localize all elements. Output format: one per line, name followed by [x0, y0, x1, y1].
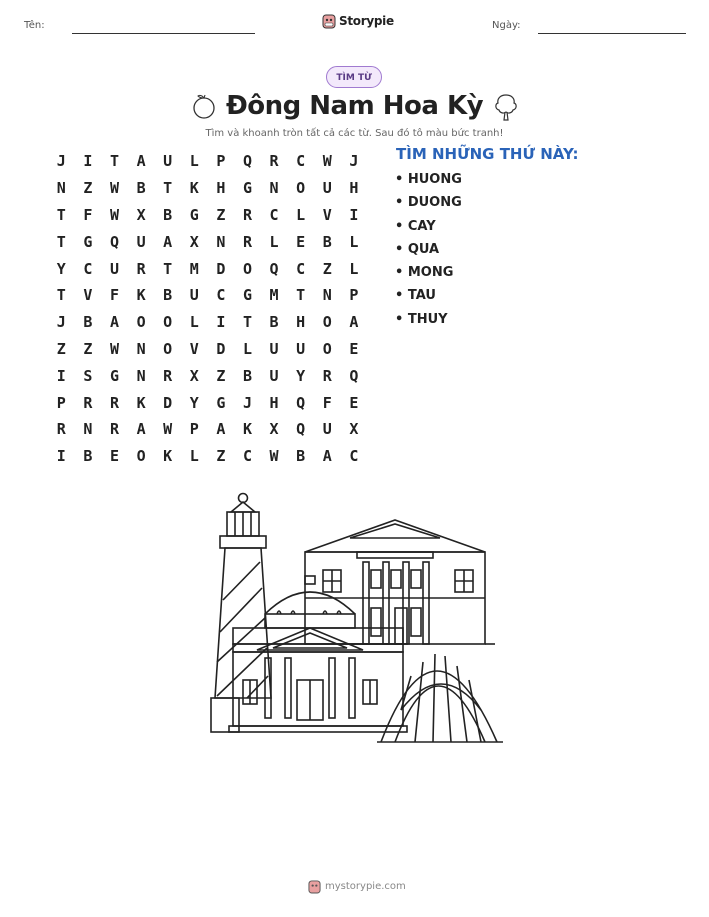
- grid-row: [48, 282, 367, 309]
- name-label: Tên:: [24, 20, 45, 31]
- category-badge: TÌM TỪ: [326, 66, 382, 88]
- grid-letter[interactable]: W: [322, 152, 332, 171]
- grid-letter[interactable]: B: [83, 313, 93, 332]
- grid-letter[interactable]: A: [136, 152, 146, 171]
- grid-letter[interactable]: G: [109, 366, 119, 385]
- grid-letter[interactable]: Q: [349, 366, 359, 385]
- grid-letter[interactable]: W: [163, 420, 173, 439]
- word-list: [395, 172, 462, 335]
- grid-letter[interactable]: J: [242, 393, 252, 412]
- grid-letter[interactable]: F: [83, 205, 93, 224]
- grid-letter[interactable]: N: [136, 339, 146, 358]
- word-list-item: • MONG: [395, 265, 454, 281]
- grid-letter[interactable]: C: [216, 286, 226, 305]
- grid-letter[interactable]: Z: [216, 366, 226, 385]
- grid-letter[interactable]: Z: [216, 205, 226, 224]
- grid-letter[interactable]: A: [216, 420, 226, 439]
- storypie-mascot-icon: [308, 879, 321, 894]
- grid-letter[interactable]: U: [163, 152, 173, 171]
- grid-letter[interactable]: L: [296, 205, 306, 224]
- grid-letter[interactable]: T: [296, 286, 306, 305]
- word-list-item: • CAY: [395, 218, 436, 234]
- grid-letter[interactable]: F: [109, 286, 119, 305]
- grid-row: [48, 416, 367, 443]
- grid-letter[interactable]: C: [296, 259, 306, 278]
- grid-letter[interactable]: N: [136, 366, 146, 385]
- grid-letter[interactable]: O: [322, 339, 332, 358]
- grid-letter[interactable]: K: [136, 286, 146, 305]
- grid-letter[interactable]: Y: [56, 259, 66, 278]
- grid-letter[interactable]: R: [109, 393, 119, 412]
- grid-letter[interactable]: R: [322, 366, 332, 385]
- brand-logo: [322, 13, 394, 29]
- instructions: Tìm và khoanh tròn tất cả các từ. Sau đó tô màu bức tranh!: [205, 128, 504, 139]
- grid-letter[interactable]: V: [189, 339, 199, 358]
- grid-letter[interactable]: T: [109, 152, 119, 171]
- grid-letter[interactable]: X: [189, 232, 199, 251]
- grid-letter[interactable]: E: [349, 393, 359, 412]
- grid-letter[interactable]: C: [269, 205, 279, 224]
- grid-letter[interactable]: R: [269, 152, 279, 171]
- grid-letter[interactable]: Q: [296, 393, 306, 412]
- grid-row: [48, 362, 367, 389]
- grid-letter[interactable]: D: [216, 339, 226, 358]
- grid-letter[interactable]: G: [242, 286, 252, 305]
- grid-row: [48, 175, 367, 202]
- grid-letter[interactable]: N: [269, 179, 279, 198]
- grid-letter[interactable]: B: [269, 313, 279, 332]
- grid-letter[interactable]: C: [349, 447, 359, 466]
- grid-letter[interactable]: U: [189, 286, 199, 305]
- grid-letter[interactable]: W: [109, 339, 119, 358]
- grid-letter[interactable]: K: [242, 420, 252, 439]
- grid-letter[interactable]: O: [136, 447, 146, 466]
- grid-letter[interactable]: B: [296, 447, 306, 466]
- grid-letter[interactable]: K: [163, 447, 173, 466]
- grid-letter[interactable]: X: [189, 366, 199, 385]
- storypie-mascot-icon: [322, 13, 336, 29]
- grid-letter[interactable]: F: [322, 393, 332, 412]
- grid-letter[interactable]: U: [109, 259, 119, 278]
- grid-letter[interactable]: U: [269, 339, 279, 358]
- grid-letter[interactable]: X: [349, 420, 359, 439]
- word-list-item: • TAU: [395, 288, 436, 304]
- grid-letter[interactable]: V: [83, 286, 93, 305]
- grid-letter[interactable]: L: [349, 232, 359, 251]
- grid-letter[interactable]: Q: [296, 420, 306, 439]
- grid-letter[interactable]: B: [83, 447, 93, 466]
- date-line[interactable]: [538, 33, 686, 34]
- grid-letter[interactable]: Y: [189, 393, 199, 412]
- grid-letter[interactable]: L: [189, 152, 199, 171]
- grid-letter[interactable]: G: [83, 232, 93, 251]
- grid-letter[interactable]: M: [269, 286, 279, 305]
- brand-name: Storypie: [339, 14, 394, 28]
- grid-letter[interactable]: O: [163, 339, 173, 358]
- page-title: Đông Nam Hoa Kỳ: [225, 91, 484, 121]
- word-list-item: • DUONG: [395, 195, 462, 211]
- grid-letter[interactable]: N: [83, 420, 93, 439]
- grid-letter[interactable]: L: [242, 339, 252, 358]
- grid-letter[interactable]: D: [216, 259, 226, 278]
- grid-letter[interactable]: L: [269, 232, 279, 251]
- grid-row: [48, 443, 367, 470]
- grid-row: [48, 228, 367, 255]
- grid-letter[interactable]: U: [296, 339, 306, 358]
- grid-letter[interactable]: U: [269, 366, 279, 385]
- grid-letter[interactable]: C: [296, 152, 306, 171]
- grid-letter[interactable]: E: [296, 232, 306, 251]
- grid-letter[interactable]: K: [189, 179, 199, 198]
- grid-letter[interactable]: U: [136, 232, 146, 251]
- grid-letter[interactable]: D: [163, 393, 173, 412]
- word-list-heading: TÌM NHỮNG THỨ NÀY:: [396, 145, 579, 163]
- grid-letter[interactable]: H: [296, 313, 306, 332]
- grid-letter[interactable]: P: [189, 420, 199, 439]
- grid-letter[interactable]: A: [322, 447, 332, 466]
- grid-row: [48, 336, 367, 363]
- grid-letter[interactable]: C: [83, 259, 93, 278]
- grid-letter[interactable]: B: [163, 205, 173, 224]
- grid-letter[interactable]: A: [109, 313, 119, 332]
- grid-letter[interactable]: B: [322, 232, 332, 251]
- southeast-buildings-illustration: [205, 490, 505, 746]
- grid-row: [48, 148, 367, 175]
- grid-letter[interactable]: R: [56, 420, 66, 439]
- grid-letter[interactable]: O: [163, 313, 173, 332]
- grid-letter[interactable]: R: [136, 259, 146, 278]
- grid-letter[interactable]: J: [349, 152, 359, 171]
- word-list-item: • HUONG: [395, 172, 462, 187]
- grid-letter[interactable]: T: [56, 232, 66, 251]
- grid-letter[interactable]: J: [56, 152, 66, 171]
- grid-letter[interactable]: A: [163, 232, 173, 251]
- word-list-item: • THUY: [395, 311, 448, 327]
- grid-letter[interactable]: T: [242, 313, 252, 332]
- grid-letter[interactable]: T: [163, 259, 173, 278]
- grid-letter[interactable]: R: [163, 366, 173, 385]
- grid-letter[interactable]: Q: [109, 232, 119, 251]
- footer-website: mystorypie.com: [325, 881, 406, 892]
- grid-letter[interactable]: R: [109, 420, 119, 439]
- grid-row: [48, 255, 367, 282]
- word-list-item: • QUA: [395, 241, 440, 257]
- grid-letter[interactable]: C: [242, 447, 252, 466]
- grid-letter[interactable]: Z: [322, 259, 332, 278]
- grid-letter[interactable]: Q: [269, 259, 279, 278]
- grid-letter[interactable]: N: [56, 179, 66, 198]
- grid-letter[interactable]: S: [83, 366, 93, 385]
- grid-letter[interactable]: Z: [216, 447, 226, 466]
- grid-row: [48, 389, 367, 416]
- grid-letter[interactable]: O: [296, 179, 306, 198]
- grid-letter[interactable]: H: [269, 393, 279, 412]
- grid-letter[interactable]: X: [269, 420, 279, 439]
- grid-letter[interactable]: I: [216, 313, 226, 332]
- grid-letter[interactable]: W: [109, 205, 119, 224]
- date-label: Ngày:: [492, 20, 521, 31]
- grid-letter[interactable]: G: [242, 179, 252, 198]
- grid-letter[interactable]: X: [136, 205, 146, 224]
- grid-letter[interactable]: T: [56, 286, 66, 305]
- grid-letter[interactable]: O: [136, 313, 146, 332]
- grid-letter[interactable]: L: [189, 313, 199, 332]
- grid-letter[interactable]: H: [349, 179, 359, 198]
- grid-letter[interactable]: G: [189, 205, 199, 224]
- grid-letter[interactable]: E: [109, 447, 119, 466]
- grid-letter[interactable]: R: [242, 205, 252, 224]
- grid-letter[interactable]: I: [56, 447, 66, 466]
- name-line[interactable]: [72, 33, 255, 34]
- grid-letter[interactable]: Z: [83, 339, 93, 358]
- grid-row: [48, 202, 367, 229]
- grid-letter[interactable]: P: [216, 152, 226, 171]
- grid-letter[interactable]: P: [56, 393, 66, 412]
- grid-letter[interactable]: N: [322, 286, 332, 305]
- grid-letter[interactable]: G: [216, 393, 226, 412]
- grid-letter[interactable]: T: [56, 205, 66, 224]
- grid-letter[interactable]: B: [242, 366, 252, 385]
- grid-letter[interactable]: R: [83, 393, 93, 412]
- grid-letter[interactable]: I: [56, 366, 66, 385]
- grid-letter[interactable]: I: [83, 152, 93, 171]
- grid-letter[interactable]: Q: [242, 152, 252, 171]
- grid-letter[interactable]: L: [349, 259, 359, 278]
- grid-letter[interactable]: U: [322, 420, 332, 439]
- grid-letter[interactable]: Y: [296, 366, 306, 385]
- grid-letter[interactable]: Z: [56, 339, 66, 358]
- grid-letter[interactable]: K: [136, 393, 146, 412]
- grid-letter[interactable]: E: [349, 339, 359, 358]
- grid-letter[interactable]: T: [163, 179, 173, 198]
- footer: [308, 879, 406, 894]
- grid-letter[interactable]: H: [216, 179, 226, 198]
- grid-letter[interactable]: V: [322, 205, 332, 224]
- grid-letter[interactable]: U: [322, 179, 332, 198]
- grid-letter[interactable]: P: [349, 286, 359, 305]
- grid-letter[interactable]: I: [349, 205, 359, 224]
- grid-letter[interactable]: B: [136, 179, 146, 198]
- grid-letter[interactable]: O: [242, 259, 252, 278]
- grid-letter[interactable]: W: [109, 179, 119, 198]
- grid-letter[interactable]: W: [269, 447, 279, 466]
- grid-letter[interactable]: R: [242, 232, 252, 251]
- grid-letter[interactable]: O: [322, 313, 332, 332]
- grid-letter[interactable]: M: [189, 259, 199, 278]
- word-search-grid[interactable]: [48, 148, 367, 470]
- tree-icon: [492, 92, 520, 122]
- grid-letter[interactable]: N: [216, 232, 226, 251]
- grid-letter[interactable]: J: [56, 313, 66, 332]
- grid-letter[interactable]: L: [189, 447, 199, 466]
- grid-row: [48, 309, 367, 336]
- grid-letter[interactable]: A: [136, 420, 146, 439]
- grid-letter[interactable]: B: [163, 286, 173, 305]
- grid-letter[interactable]: Z: [83, 179, 93, 198]
- grid-letter[interactable]: A: [349, 313, 359, 332]
